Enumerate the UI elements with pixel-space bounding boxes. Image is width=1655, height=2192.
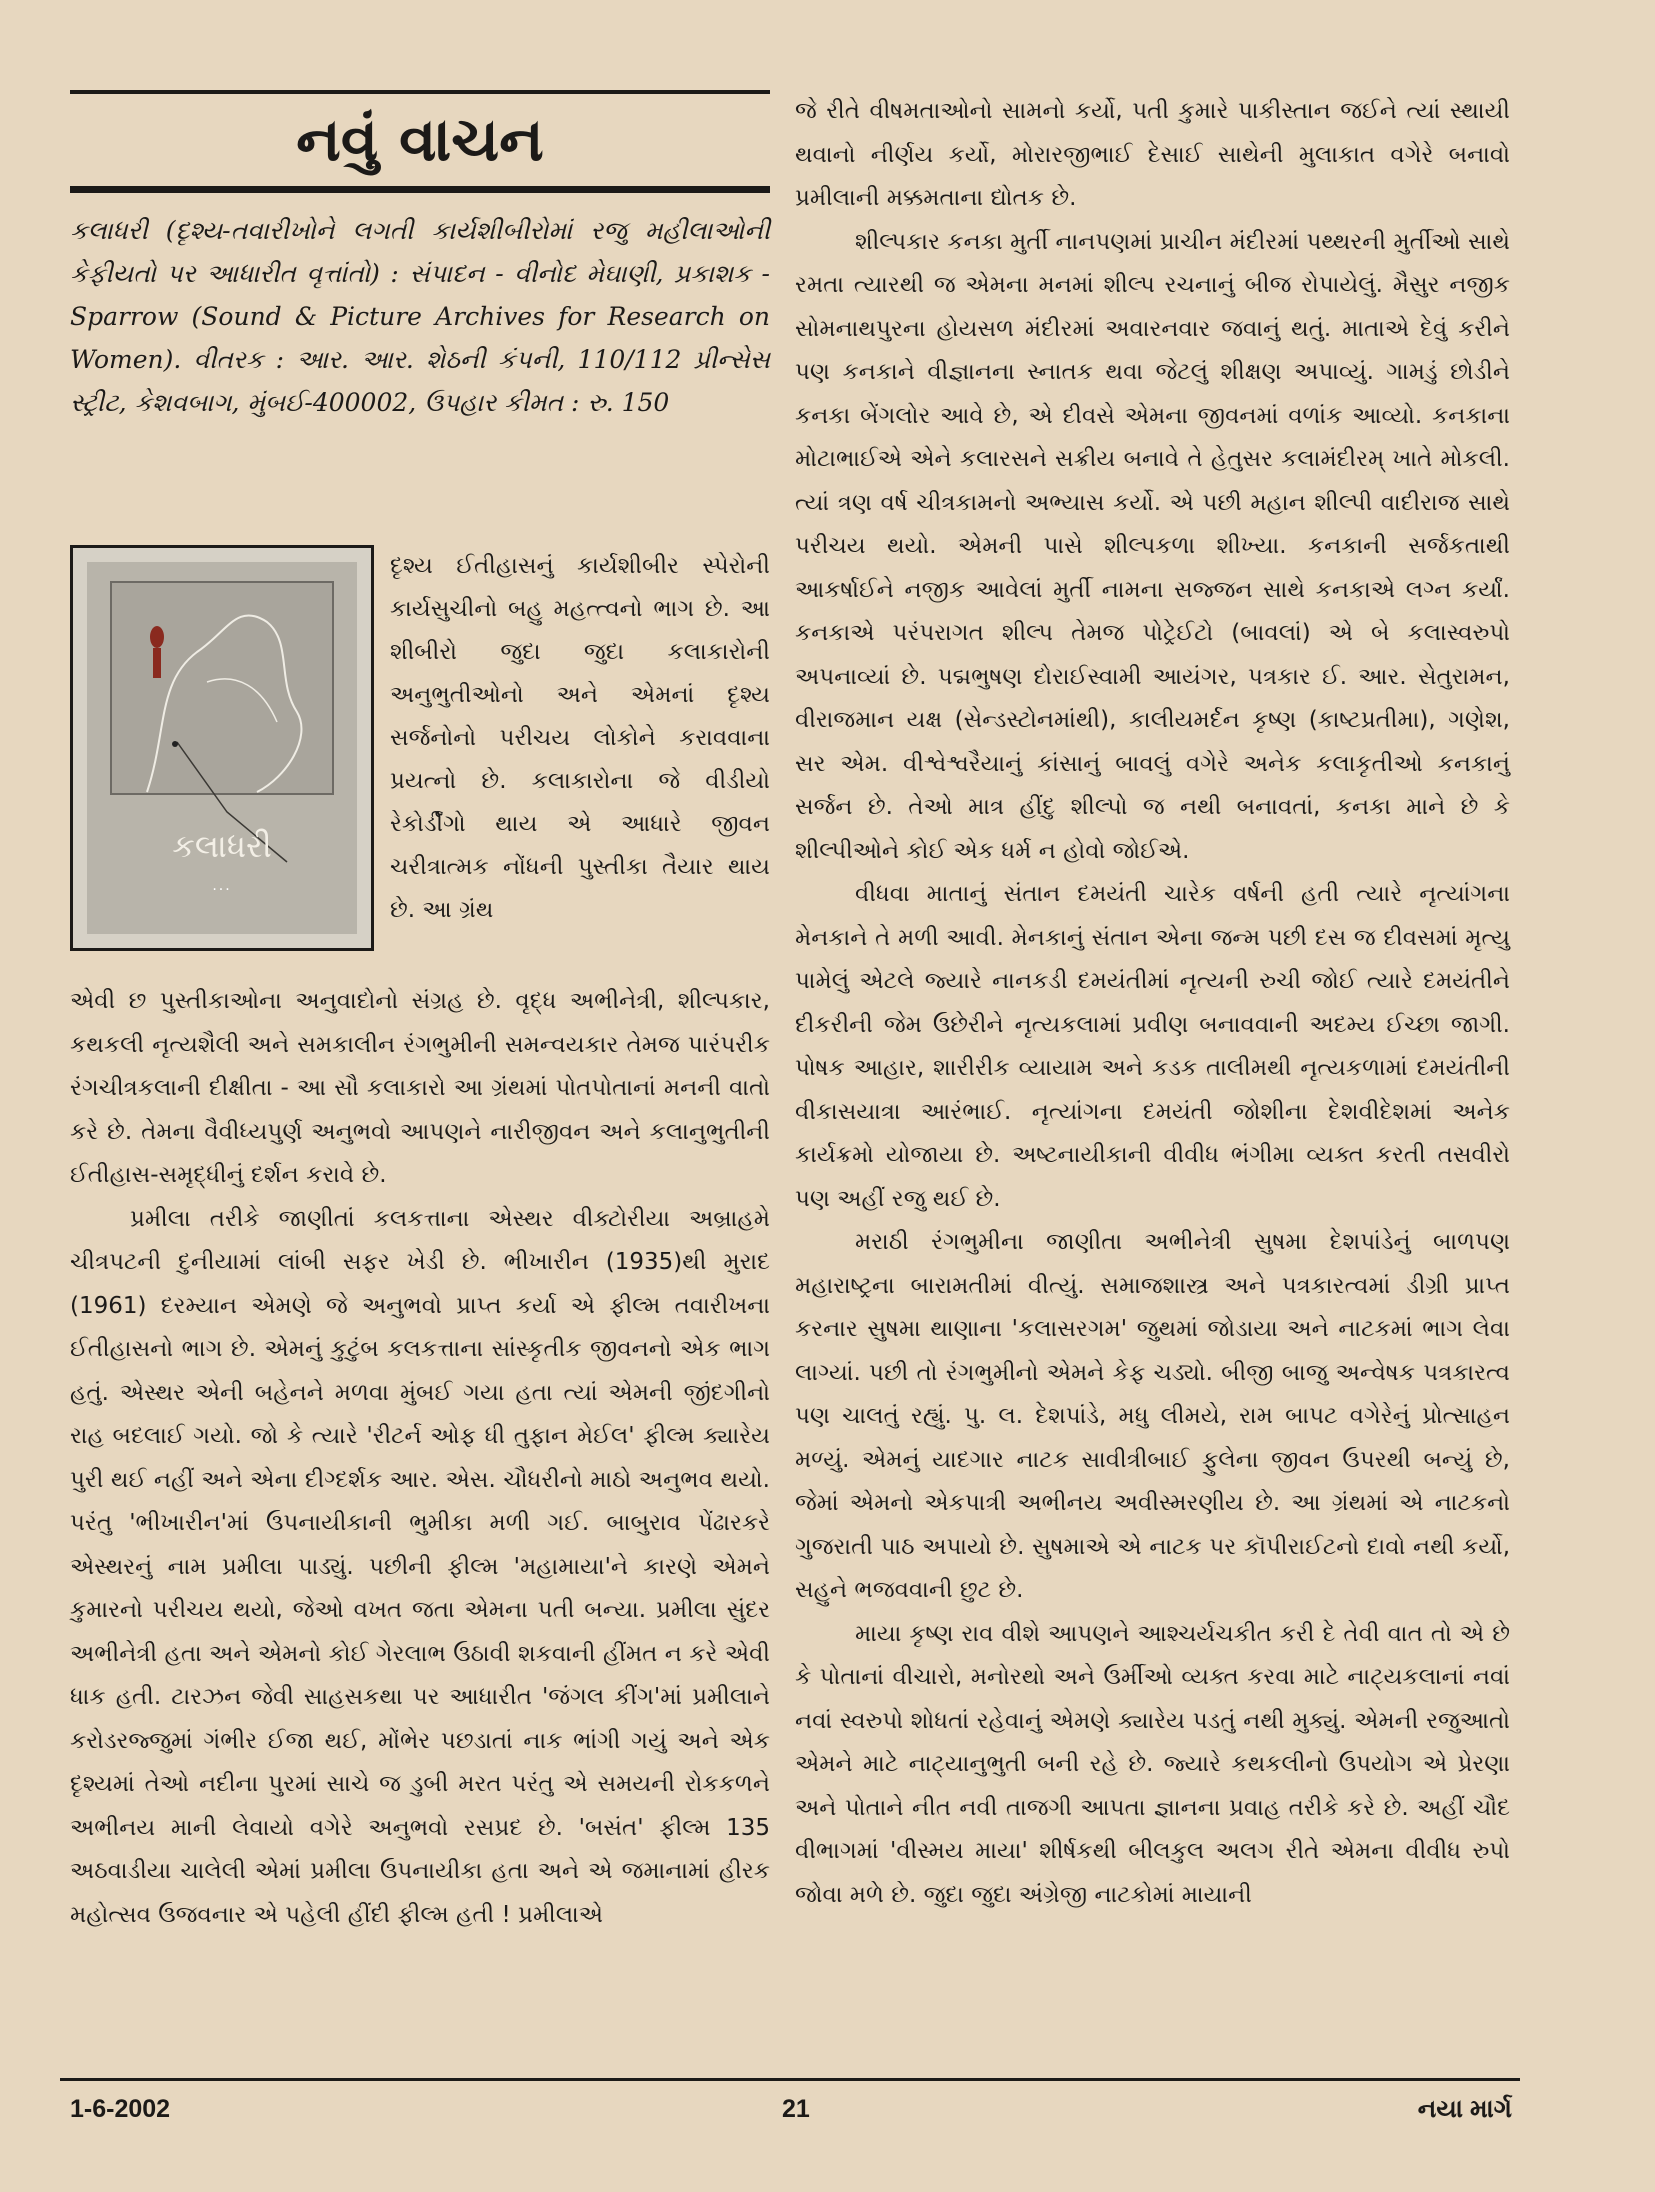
cover-artwork (87, 562, 357, 934)
footer-rule (60, 2078, 1520, 2081)
cover-credit: ··· (212, 882, 232, 898)
book-cover-image (70, 545, 374, 951)
book-cover-inner (87, 562, 357, 934)
book-details-text: કલાધરી (દૃશ્ય-તવારીખોને લગતી કાર્યશીબીરોમાં રજુ મહીલાઓની કેફીયતો પર આધારીત વૃત્તાંતો) : સંપાદન - વીનોદ મેઘાણી, પ્રકાશક - Sparrow (Sound & Picture Archives for Research on Women). વીતરક : આર. આર. શેઠની કંપની, 110/112 પ્રીન્સેસ સ્ટ્રીટ, કેશવબાગ, મુંબઈ-400002, ઉપહાર કીમત : રુ. 150 (70, 216, 770, 417)
text-beside-image (390, 545, 770, 932)
paragraph: જે રીતે વીષમતાઓનો સામનો કર્યો, પતી કુમારે પાકીસ્તાન જઈને ત્યાં સ્થાયી થવાનો નીર્ણય કર્યો, મોરારજીભાઈ દેસાઈ સાથેની મુલાકાત વગેરે બનાવો પ્રમીલાની મક્કમતાના દ્યોતક છે. (795, 98, 1510, 211)
left-column (70, 90, 770, 1928)
paragraph-intro: દૃશ્ય ઈતીહાસનું કાર્યશીબીર સ્પેરોની કાર્યસુચીનો બહુ મહત્ત્વનો ભાગ છે. આ શીબીરો જુદા જુદા કલાકારોની અનુભુતીઓનો અને એમનાં દૃશ્ય સર્જનોનો પરીચય લોકોને કરાવવાના પ્રયત્નો છે. કલાકારોના જે વીડીયો રેકોર્ડીંગો થાય એ આધારે જીવન ચરીત્રાત્મક નોંધની પુસ્તીકા તૈયાર થાય છે. આ ગ્રંથ (390, 553, 770, 923)
cover-title: કલાધરી (172, 827, 272, 865)
paragraph: શીલ્પકાર કનકા મુર્તી નાનપણમાં પ્રાચીન મંદીરમાં પથ્થરની મુર્તીઓ સાથે રમતા ત્યારથી જ એમના મનમાં શીલ્પ રચનાનું બીજ રોપાયેલું. મૈસુર નજીક સોમનાથપુરના હોયસળ મંદીરમાં અવારનવાર જવાનું થતું. માતાએ દેવું કરીને પણ કનકાને વીજ્ઞાનના સ્નાતક થવા જેટલું શીક્ષણ અપાવ્યું. ગામડું છોડીને કનકા બેંગલોર આવે છે, એ દીવસે એમના જીવનમાં વળાંક આવ્યો. કનકાના મોટાભાઈએ એને કલારસને સક્રીય બનાવે તે હેતુસર કલામંદીરમ્ ખાતે મોકલી. ત્યાં ત્રણ વર્ષ ચીત્રકામનો અભ્યાસ કર્યો. એ પછી મહાન શીલ્પી વાદીરાજ સાથે પરીચય થયો. એમની પાસે શીલ્પકળા શીખ્યા. કનકાની સર્જકતાથી આકર્ષાઈને નજીક આવેલાં મુર્તી નામના સજ્જન સાથે કનકાએ લગ્ન કર્યાં. કનકાએ પરંપરાગત શીલ્પ તેમજ પોટ્રેઈટો (બાવલાં) એ બે કલાસ્વરુપો અપનાવ્યાં છે. પદ્મભુષણ દોરાઈસ્વામી આયંગર, પત્રકાર ઈ. આર. સેતુરામન, વીરાજમાન યક્ષ (સેન્ડસ્ટોનમાંથી), કાલીયમર્દન કૃષ્ણ (કાષ્ટપ્રતીમા), ગણેશ, સર એમ. વીશ્વેશ્વરૈયાનું કાંસાનું બાવલું વગેરે અનેક કલાકૃતીઓ કનકાનું સર્જન છે. તેઓ માત્ર હીંદુ શીલ્પો જ નથી બનાવતાં, કનકા માને છે કે શીલ્પીઓને કોઈ એક ધર્મ ન હોવો જોઈએ. (795, 228, 1510, 864)
section-title: નવું વાચન (296, 105, 544, 175)
book-details (70, 209, 770, 424)
paragraph: પ્રમીલા તરીકે જાણીતાં કલકત્તાના એસ્થર વીક્ટોરીયા અબ્રાહમે ચીત્રપટની દુનીયામાં લાંબી સફર ખેડી છે. ભીખારીન (1935)થી મુરાદ (1961) દરમ્યાન એમણે જે અનુભવો પ્રાપ્ત કર્યા એ ફીલ્મ તવારીખના ઈતીહાસનો ભાગ છે. એમનું કુટુંબ કલકત્તાના સાંસ્કૃતીક જીવનનો એક ભાગ હતું. એસ્થર એની બહેનને મળવા મુંબઈ ગયા હતા ત્યાં એમની જીંદગીનો રાહ બદલાઈ ગયો. જો કે ત્યારે 'રીટર્ન ઓફ ધી તુફાન મેઈલ' ફીલ્મ ક્યારેય પુરી થઈ નહીં અને એના દીગ્દર્શક આર. એસ. ચૌધરીનો માઠો અનુભવ થયો. પરંતુ 'ભીખારીન'માં ઉપનાયીકાની ભુમીકા મળી ગઈ. બાબુરાવ પેંઢારકરે એસ્થરનું નામ પ્રમીલા પાડ્યું. પછીની ફીલ્મ 'મહામાયા'ને કારણે એમને કુમારનો પરીચય થયો, જેઓ વખત જતા એમના પતી બન્યા. પ્રમીલા સુંદર અભીનેત્રી હતા અને એમનો કોઈ ગેરલાભ ઉઠાવી શકવાની હીંમત ન કરે એવી ધાક હતી. ટારઝન જેવી સાહસકથા પર આધારીત 'જંગલ કીંગ'માં પ્રમીલાને કરોડરજ્જુમાં ગંભીર ઈજા થઈ, મોંભેર પછડાતાં નાક ભાંગી ગયું અને એક દૃશ્યમાં તેઓ નદીના પુરમાં સાચે જ ડુબી મરત પરંતુ એ સમયની રોકકળને અભીનય માની લેવાયો વગેરે અનુભવો રસપ્રદ છે. 'બસંત' ફીલ્મ 135 અઠવાડીયા ચાલેલી એમાં પ્રમીલા ઉપનાયીકા હતા અને એ જમાનામાં હીરક મહોત્સવ ઉજવનાર એ પહેલી હીંદી ફીલ્મ હતી ! પ્રમીલાએ (70, 1205, 770, 1928)
left-body-text (70, 980, 770, 1937)
page-number: 21 (782, 2095, 810, 2123)
magazine-name: નયા માર્ગ (1417, 2095, 1512, 2123)
title-bottom-rule (70, 186, 770, 193)
paragraph: એવી છ પુસ્તીકાઓના અનુવાદોનો સંગ્રહ છે. વૃદ્ધ અભીનેત્રી, શીલ્પકાર, કથકલી નૃત્યશૈલી અને સમકાલીન રંગભુમીની સમન્વયકાર તેમજ પારંપરીક રંગચીત્રકલાની દીક્ષીતા - આ સૌ કલાકારો આ ગ્રંથમાં પોતપોતાનાં મનની વાતો કરે છે. તેમના વૈવીધ્યપુર્ણ અનુભવો આપણને નારીજીવન અને કલાનુભુતીની ઈતીહાસ-સમૃદ્ધીનું દર્શન કરાવે છે. (70, 988, 770, 1188)
paragraph: માયા કૃષ્ણ રાવ વીશે આપણને આશ્ચર્યચકીત કરી દે તેવી વાત તો એ છે કે પોતાનાં વીચારો, મનોરથો અને ઉર્મીઓ વ્યક્ત કરવા માટે નાટ્યકલાનાં નવાં નવાં સ્વરુપો શોધતાં રહેવાનું એમણે ક્યારેય પડતું નથી મુક્યું. એમની રજુઆતો એમને માટે નાટ્યાનુભુતી બની રહે છે. જ્યારે કથકલીનો ઉપયોગ એ પ્રેરણા અને પોતાને નીત નવી તાજગી આપતા જ્ઞાનના પ્રવાહ તરીકે કરે છે. અહીં ચૌદ વીભાગમાં 'વીસ્મય માયા' શીર્ષકથી બીલકુલ અલગ રીતે એમના વીવીધ રુપો જોવા મળે છે. જુદા જુદા અંગ્રેજી નાટકોમાં માયાની (795, 1620, 1510, 1908)
paragraph: મરાઠી રંગભુમીના જાણીતા અભીનેત્રી સુષમા દેશપાંડેનું બાળપણ મહારાષ્ટ્રના બારામતીમાં વીત્યું. સમાજશાસ્ત્ર અને પત્રકારત્વમાં ડીગ્રી પ્રાપ્ત કરનાર સુષમા થાણાના 'કલાસરગમ' જુથમાં જોડાયા અને નાટકમાં ભાગ લેવા લાગ્યાં. પછી તો રંગભુમીનો એમને કેફ ચડ્યો. બીજી બાજુ અન્વેષક પત્રકારત્વ પણ ચાલતું રહ્યું. પુ. લ. દેશપાંડે, મધુ લીમયે, રામ બાપટ વગેરેનું પ્રોત્સાહન મળ્યું. એમનું યાદગાર નાટક સાવીત્રીબાઈ ફુલેના જીવન ઉપરથી બન્યું છે, જેમાં એમનો એકપાત્રી અભીનય અવીસ્મરણીય છે. આ ગ્રંથમાં એ નાટકનો ગુજરાતી પાઠ અપાયો છે. સુષમાએ એ નાટક પર કૉપીરાઈટનો દાવો નથી કર્યો, સહુને ભજવવાની છુટ છે. (795, 1229, 1511, 1603)
paragraph: વીધવા માતાનું સંતાન દમયંતી ચારેક વર્ષની હતી ત્યારે નૃત્યાંગના મેનકાને તે મળી આવી. મેનકાનું સંતાન એના જન્મ પછી દસ જ દીવસમાં મૃત્યુ પામેલું એટલે જ્યારે નાનકડી દમયંતીમાં નૃત્યની રુચી જોઈ ત્યારે દમયંતીને દીકરીની જેમ ઉછેરીને નૃત્યકલામાં પ્રવીણ બનાવવાની અદમ્ય ઈચ્છા જાગી. પોષક આહાર, શારીરીક વ્યાયામ અને કડક તાલીમથી નૃત્યકળામાં દમયંતીની વીકાસયાત્રા આરંભાઈ. નૃત્યાંગના દમયંતી જોશીના દેશવીદેશમાં અનેક કાર્યક્રમો યોજાયા છે. અષ્ટનાયીકાની વીવીધ ભંગીમા વ્યક્ત કરતી તસવીરો પણ અહીં રજુ થઈ છે. (795, 881, 1510, 1212)
footer-date: 1-6-2002 (70, 2095, 171, 2123)
right-column (795, 90, 1510, 1917)
